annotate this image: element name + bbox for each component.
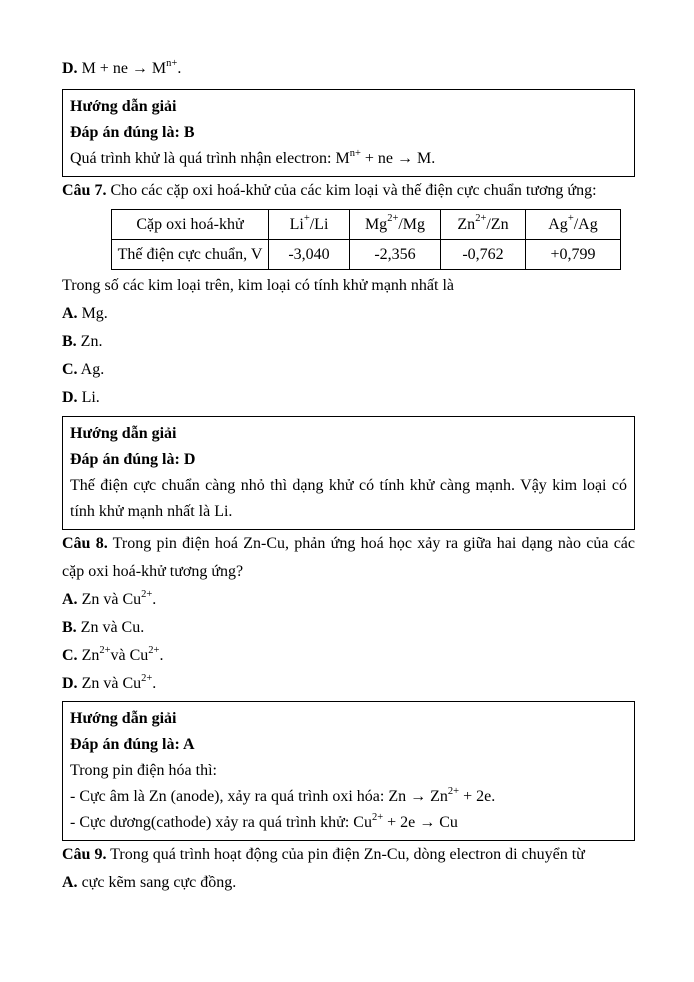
solution-cathode-line [70, 810, 627, 836]
explanation-text-end: + 2e → Cu [383, 814, 458, 831]
solution-answer-text: Đáp án đúng là: A [70, 736, 195, 753]
question-stem-text: Trong số các kim loại trên, kim loại có tính khử mạnh nhất là [62, 277, 455, 294]
explanation-text-end: + ne → M. [360, 150, 436, 167]
explanation-text: - Cực dương(cathode) xảy ra quá trình khử: Cu [70, 814, 372, 831]
explanation-text: Thế điện cực chuẩn càng nhỏ thì dạng khử có tính khử càng mạnh. Vậy kim loại có tính khử mạnh nhất là Li. [70, 477, 627, 520]
q8-option-a [62, 586, 635, 614]
option-text: Li. [77, 389, 100, 406]
question-text: Trong quá trình hoạt động của pin điện Zn-Cu, dòng electron di chuyển từ [106, 846, 585, 863]
solution-answer [70, 120, 627, 146]
pair-base: Ag [548, 215, 568, 233]
table-cell-pair-zn [441, 210, 526, 240]
option-letter: A. [62, 305, 78, 322]
question-text: Cho các cặp oxi hoá-khử của các kim loại và thế điện cực chuẩn tương ứng: [106, 182, 597, 199]
pair-charge: 2+ [475, 213, 487, 225]
superscript-text: 2+ [148, 644, 160, 656]
option-letter: A. [62, 591, 78, 608]
option-text: Mg. [77, 305, 108, 322]
solution-answer-text: Đáp án đúng là: D [70, 451, 196, 468]
pair-rest: /Zn [486, 215, 509, 233]
pair-rest: /Ag [573, 215, 598, 233]
prev-question-option-d [62, 55, 635, 83]
solution-explanation-intro [70, 758, 627, 784]
solution-title-text: Hướng dẫn giải [70, 98, 177, 115]
solution-title-text: Hướng dẫn giải [70, 425, 177, 442]
superscript-text: n+ [349, 147, 361, 159]
option-letter: A. [62, 874, 78, 891]
superscript-text: 2+ [99, 644, 111, 656]
option-letter: C. [62, 647, 78, 664]
option-letter: C. [62, 361, 78, 378]
table-row-pairs [112, 210, 621, 240]
superscript-text: 2+ [141, 672, 153, 684]
table-cell-value-ag: +0,799 [526, 240, 621, 270]
explanation-text: Trong pin điện hóa thì: [70, 762, 217, 779]
option-text-end: . [159, 647, 164, 664]
option-letter: D. [62, 60, 78, 77]
option-letter: B. [62, 619, 77, 636]
pair-charge: 2+ [387, 213, 399, 225]
question-text: Trong pin điện hoá Zn-Cu, phản ứng hoá học xảy ra giữa hai dạng nào của các cặp oxi hoá-khử tương ứng? [62, 535, 635, 580]
q7-option-a [62, 300, 635, 328]
option-text-end: . [152, 591, 157, 608]
pair-charge: + [567, 213, 574, 225]
table-header-pairs: Cặp oxi hoá-khử [112, 210, 269, 240]
option-text: Zn và Cu [77, 675, 142, 692]
pair-base: Li [289, 215, 304, 233]
q8-option-b [62, 614, 635, 642]
option-text: Ag. [77, 361, 105, 378]
question-9-intro [62, 841, 635, 869]
q8-option-c [62, 642, 635, 670]
option-text-end: . [152, 675, 157, 692]
question-number: Câu 7. [62, 182, 107, 199]
solution-title [70, 706, 627, 732]
solution-answer [70, 732, 627, 758]
question-number: Câu 8. [62, 535, 108, 552]
solution-explanation [70, 473, 627, 525]
superscript-text: 2+ [141, 588, 153, 600]
question-7-stem [62, 272, 635, 300]
table-cell-pair-ag [526, 210, 621, 240]
solution-answer [70, 447, 627, 473]
option-text: Zn và Cu [77, 591, 142, 608]
explanation-text-end: + 2e. [459, 788, 496, 805]
question-7-intro [62, 177, 635, 205]
option-text: Zn [77, 647, 100, 664]
pair-base: Mg [364, 215, 388, 233]
question-number: Câu 9. [62, 846, 107, 863]
pair-charge: + [303, 213, 310, 225]
solution-box-q6 [62, 89, 635, 177]
option-letter: B. [62, 333, 77, 350]
table-cell-value-zn: -0,762 [441, 240, 526, 270]
option-letter: D. [62, 675, 78, 692]
q8-option-d [62, 670, 635, 698]
q9-option-a [62, 869, 635, 897]
superscript-text: 2+ [447, 785, 460, 797]
solution-anode-line [70, 784, 627, 810]
table-row-potentials [112, 240, 621, 270]
option-text: M + ne → M [77, 60, 167, 77]
solution-title-text: Hướng dẫn giải [70, 710, 177, 727]
pair-rest: /Mg [398, 215, 426, 233]
option-text-mid: và Cu [110, 647, 149, 664]
solution-explanation [70, 146, 627, 172]
option-text: cực kẽm sang cực đồng. [77, 874, 237, 891]
option-text: Zn và Cu. [76, 619, 145, 636]
solution-title [70, 421, 627, 447]
table-cell-pair-li [269, 210, 350, 240]
superscript-text: 2+ [371, 811, 384, 823]
explanation-text: Quá trình khử là quá trình nhận electron: M [70, 150, 350, 167]
option-text: Zn. [76, 333, 103, 350]
solution-title [70, 94, 627, 120]
pair-rest: /Li [309, 215, 329, 233]
solution-box-q7 [62, 416, 635, 530]
question-8-intro [62, 530, 635, 586]
electrode-potential-table [111, 209, 621, 270]
table-cell-value-mg: -2,356 [350, 240, 441, 270]
solution-answer-text: Đáp án đúng là: B [70, 124, 195, 141]
option-letter: D. [62, 389, 78, 406]
table-header-potential: Thế điện cực chuẩn, V [112, 240, 269, 270]
q7-option-c [62, 356, 635, 384]
table-cell-value-li: -3,040 [269, 240, 350, 270]
superscript-text: n+ [166, 57, 178, 69]
q7-option-d [62, 384, 635, 412]
option-text-end: . [177, 60, 182, 77]
explanation-text: - Cực âm là Zn (anode), xảy ra quá trình oxi hóa: Zn → Zn [70, 788, 448, 805]
q7-option-b [62, 328, 635, 356]
pair-base: Zn [457, 215, 476, 233]
solution-box-q8 [62, 701, 635, 841]
table-cell-pair-mg [350, 210, 441, 240]
